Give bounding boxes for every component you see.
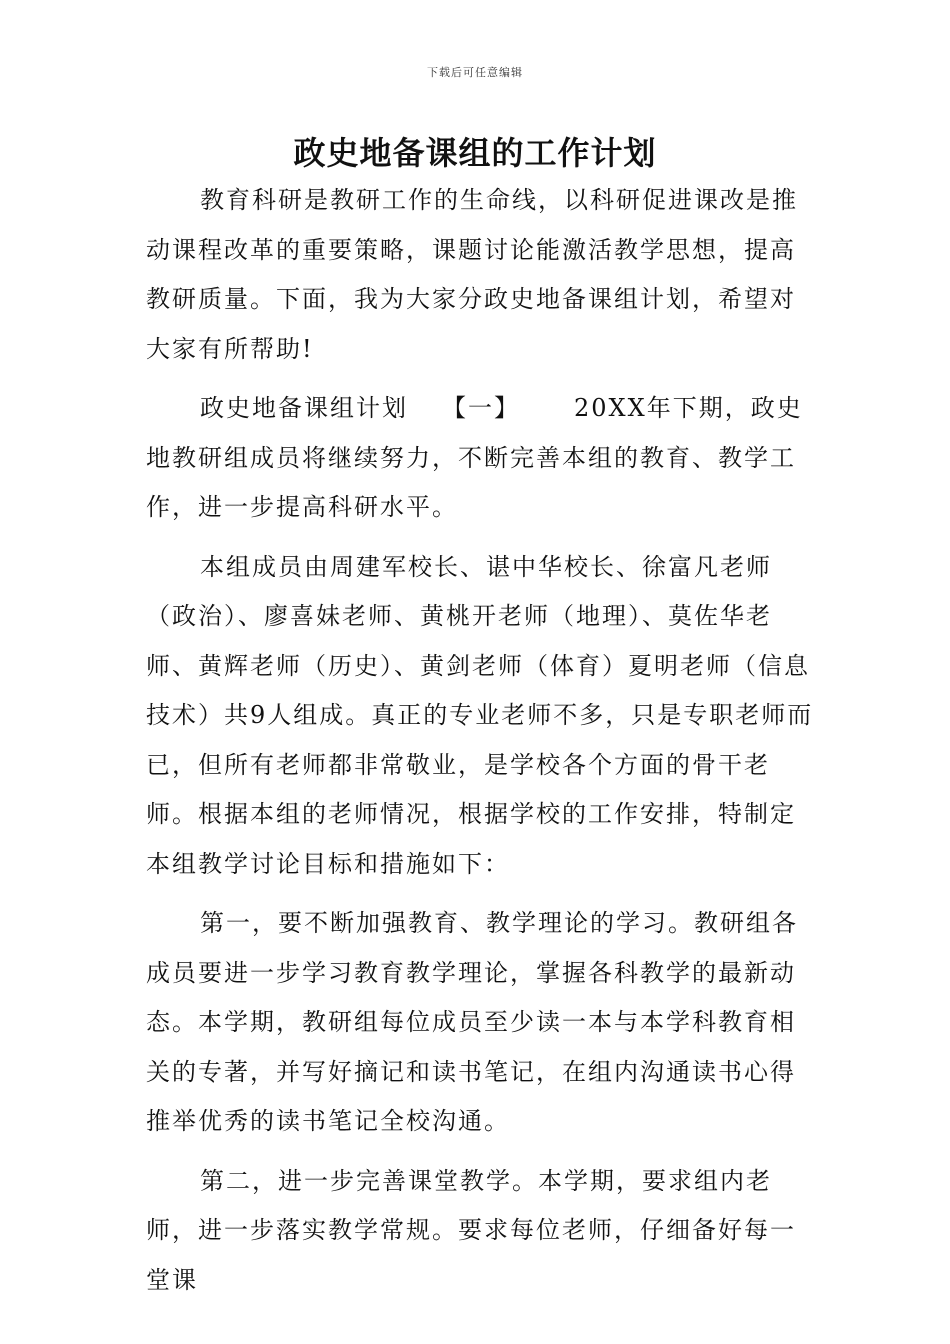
header-note: 下载后可任意编辑: [427, 66, 523, 79]
document-title: 政史地备课组的工作计划: [293, 134, 657, 172]
first-point-paragraph: 第一，要不断加强教育、教学理论的学习。教研组各成员要进一步学习教育教学理论，掌握各科教学的最新动态。本学期，教研组每位成员至少读一本与本学科教育相关的专著，并写好摘记和读书笔记，在组内沟通读书心得推举优秀的读书笔记全校沟通。: [146, 909, 798, 1135]
section-heading: 政史地备课组计划: [200, 394, 408, 422]
intro-paragraph: 教育科研是教研工作的生命线，以科研促进课改是推动课程改革的重要策略，课题讨论能激活教学思想，提高教研质量。下面，我为大家分政史地备课组计划，希望对大家有所帮助!: [146, 186, 798, 363]
document-body: [146, 176, 818, 1305]
section1-paragraph: [146, 384, 818, 533]
section1-text: 20XX年下期，政史地教研组成员将继续努力，不断完善本组的教育、教学工作，进一步提高科研水平。: [146, 394, 803, 521]
section-number: 【一】: [442, 394, 520, 422]
members-paragraph: 本组成员由周建军校长、谌中华校长、徐富凡老师（政治）、廖喜妹老师、黄桃开老师（地理）、莫佐华老师、黄辉老师（历史）、黄剑老师（体育）夏明老师（信息技术）共9人组成。真正的专业老师不多，只是专职老师而已，但所有老师都非常敬业，是学校各个方面的骨干老师。根据本组的老师情况，根据学校的工作安排，特制定本组教学讨论目标和措施如下：: [146, 552, 814, 878]
second-point-paragraph: 第二，进一步完善课堂教学。本学期，要求组内老师，进一步落实教学常规。要求每位老师，仔细备好每一堂课: [146, 1166, 796, 1294]
